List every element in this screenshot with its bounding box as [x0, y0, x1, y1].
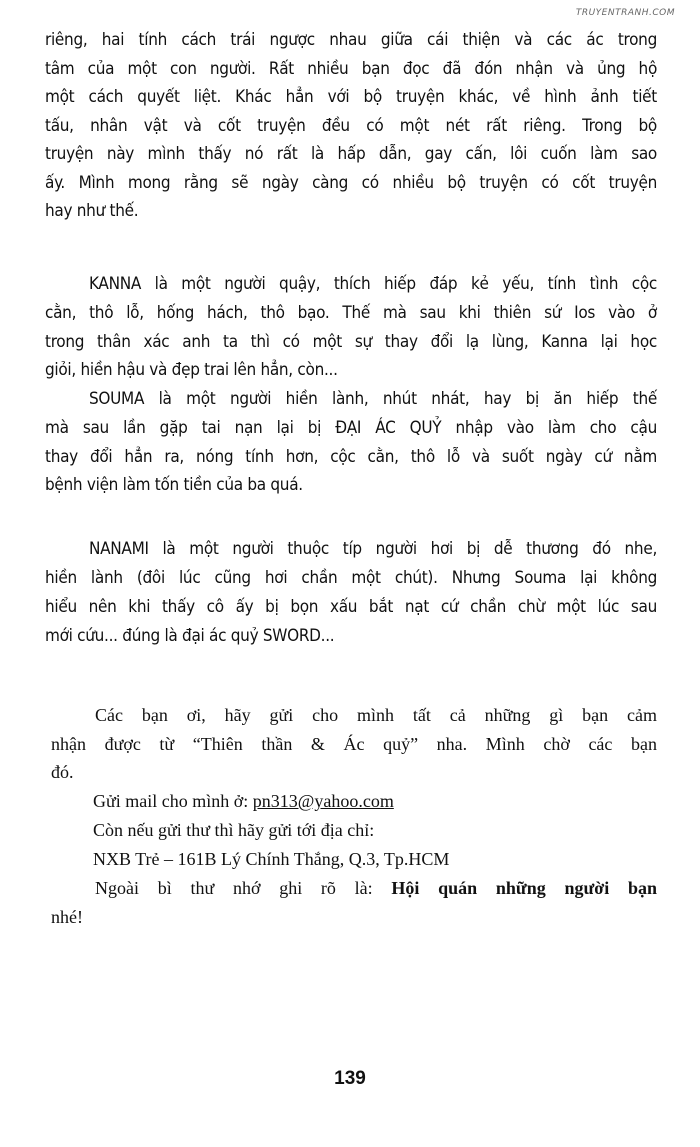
watermark: TRUYENTRANH.COM	[575, 8, 675, 18]
text-line	[51, 878, 657, 899]
text-line: tâm của một con người. Rất nhiều bạn đọc đã đón nhận và ủng hộ	[45, 59, 657, 79]
text-line: một cách quyết liệt. Khác hẳn với bộ truyện khác, về hình ảnh tiết	[45, 87, 657, 107]
text-line: hiền lành (đôi lúc cũng hơi chần một chút). Nhưng Souma lại không	[45, 568, 657, 588]
text-line: truyện này mình thấy nó rất là hấp dẫn, gay cấn, lôi cuốn làm sao	[45, 144, 657, 164]
text-line: mới cứu... đúng là đại ác quỷ SWORD...	[45, 626, 335, 646]
text-line: giỏi, hiền hậu và đẹp trai lên hẳn, còn...	[45, 360, 338, 380]
address-line: NXB Trẻ – 161B Lý Chính Thắng, Q.3, Tp.HCM	[93, 849, 450, 869]
text-line: thay đổi hẳn ra, nóng tính hơn, cộc cằn, thô lỗ và suốt ngày cứ nằm	[45, 447, 657, 467]
text-line: ấy. Mình mong rằng sẽ ngày càng có nhiều bộ truyện có cốt truyện	[45, 173, 657, 193]
mail-label: Gửi mail cho mình ở:	[93, 791, 253, 811]
text-line: SOUMA là một người hiền lành, nhút nhát, hay bị ăn hiếp thế	[89, 389, 657, 409]
text-line: mà sau lần gặp tai nạn lại bị ĐẠI ÁC QUỶ nhập vào làm cho cậu	[45, 418, 657, 438]
text-line: KANNA là một người quậy, thích hiếp đáp kẻ yếu, tính tình cộc	[89, 274, 657, 294]
text-line: NANAMI là một người thuộc típ người hơi bị dễ thương đó nhe,	[89, 539, 657, 559]
text-line: hiểu nên khi thấy cô ấy bị bọn xấu bắt nạt cứ chần chừ một lúc sau	[45, 597, 657, 617]
text-line: bệnh viện làm tốn tiền của ba quá.	[45, 475, 303, 495]
note-bold: Hội quán những người bạn	[391, 878, 657, 898]
text-line: đó.	[51, 762, 74, 782]
mail-line	[93, 791, 699, 812]
text-line: nhận được từ “Thiên thần & Ác quỷ” nha. Mình chờ các bạn	[51, 734, 657, 754]
text-line: Còn nếu gửi thư thì hãy gửi tới địa chỉ:	[93, 820, 375, 840]
text-line: Các bạn ơi, hãy gửi cho mình tất cả những gì bạn cảm	[95, 705, 657, 725]
note-prefix: Ngoài bì thư nhớ ghi rõ là:	[95, 878, 392, 898]
page-number: 139	[334, 1068, 366, 1089]
text-line: cằn, thô lỗ, hống hách, thô bạo. Thế mà sau khi thiên sứ Ios vào ở	[45, 303, 657, 323]
email-link[interactable]: pn313@yahoo.com	[252, 791, 394, 811]
text-line: hay như thế.	[45, 201, 139, 221]
text-line: tấu, nhân vật và cốt truyện đều có một nét rất riêng. Trong bộ	[45, 116, 657, 136]
text-line: riêng, hai tính cách trái ngược nhau giữa cái thiện và các ác trong	[45, 30, 657, 50]
text-line: nhé!	[51, 907, 83, 927]
text-line: trong thân xác anh ta thì có một sự thay đổi lạ lùng, Kanna lại học	[45, 332, 657, 352]
